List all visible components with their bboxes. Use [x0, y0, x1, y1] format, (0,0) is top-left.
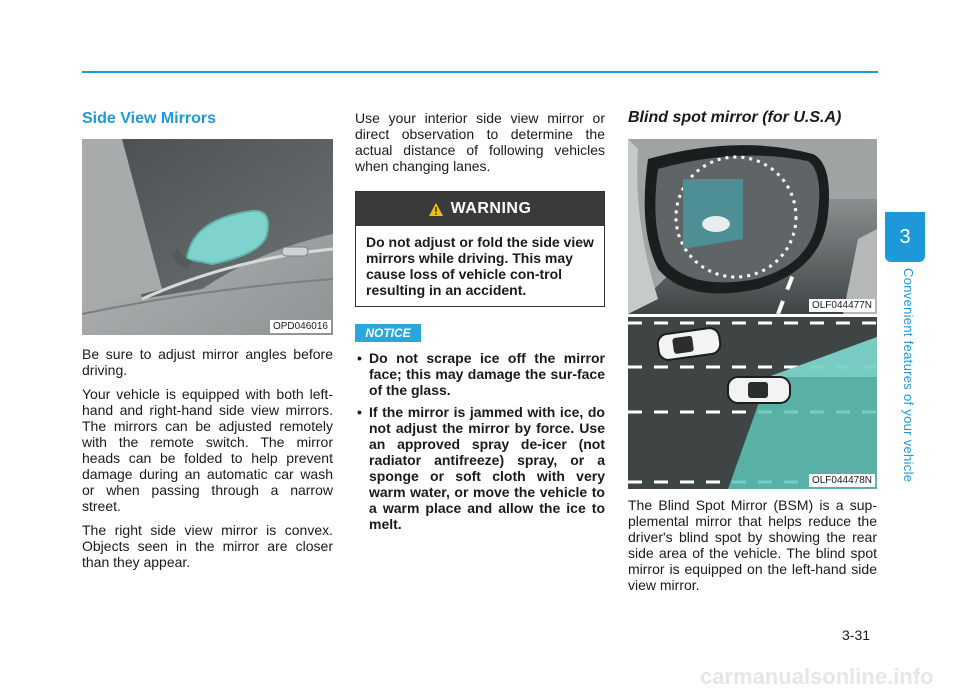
paragraph: Your vehicle is equipped with both left-hand and right-hand side view mirrors. The mirrors can be adjusted remotely with the remote switch. The mirror heads can be folded to help prevent damage during an automatic car wash or when passing through a narrow street.: [82, 386, 333, 514]
blind-spot-mirror-figure: [628, 139, 877, 314]
subsection-title: Blind spot mirror (for U.S.A): [628, 109, 842, 126]
right-column-text: [628, 497, 877, 601]
side-mirror-illustration: [82, 139, 333, 335]
paragraph: Use your interior side view mirror or direct observation to determine the actual distance of following vehicles when changing lanes.: [355, 110, 605, 174]
chapter-tab: 3: [885, 212, 925, 262]
notice-list: [355, 350, 605, 538]
blind-spot-mirror-illustration: [628, 139, 877, 314]
list-item: • If the mirror is jammed with ice, do not adjust the mirror by force. Use an approved spray de-icer (not radiator antifreeze) spray, or a sponge or soft cloth with very warm water, or move the vehicle to a warm place and allow the ice to melt.: [355, 404, 605, 532]
watermark: carmanualsonline.info: [700, 664, 934, 689]
paragraph: Be sure to adjust mirror angles before driving.: [82, 346, 333, 378]
left-column-text: [82, 346, 333, 578]
middle-column-intro: [355, 110, 605, 182]
figure-code: OLF044478N: [809, 474, 875, 487]
notice-badge: NOTICE: [355, 324, 421, 342]
warning-header: [356, 192, 604, 226]
figure-code: OLF044477N: [809, 299, 875, 312]
list-item: • Do not scrape ice off the mirror face; this may damage the sur-face of the glass.: [355, 350, 605, 398]
blind-spot-lane-diagram: [628, 317, 877, 489]
lane-diagram-illustration: [628, 317, 877, 489]
top-rule: [82, 71, 878, 73]
warning-text: Do not adjust or fold the side view mirrors while driving. This may cause loss of vehicle con-trol resulting in an accident.: [366, 234, 594, 298]
figure-code: OPD046016: [270, 320, 331, 333]
warning-title: WARNING: [450, 200, 532, 217]
paragraph: The right side view mirror is convex. Objects seen in the mirror are closer than they appear.: [82, 522, 333, 570]
warning-box: [355, 191, 605, 307]
chapter-title: Convenient features of your vehicle: [901, 268, 916, 483]
warning-triangle-icon: [429, 203, 443, 216]
section-title: Side View Mirrors: [82, 110, 216, 127]
side-mirror-figure: [82, 139, 333, 335]
paragraph: The Blind Spot Mirror (BSM) is a sup-plemental mirror that helps reduce the driver's blind spot by showing the rear side area of the vehicle. The blind spot mirror is equipped on the left-hand side view mirror.: [628, 497, 877, 593]
page-number: 3-31: [842, 627, 871, 643]
